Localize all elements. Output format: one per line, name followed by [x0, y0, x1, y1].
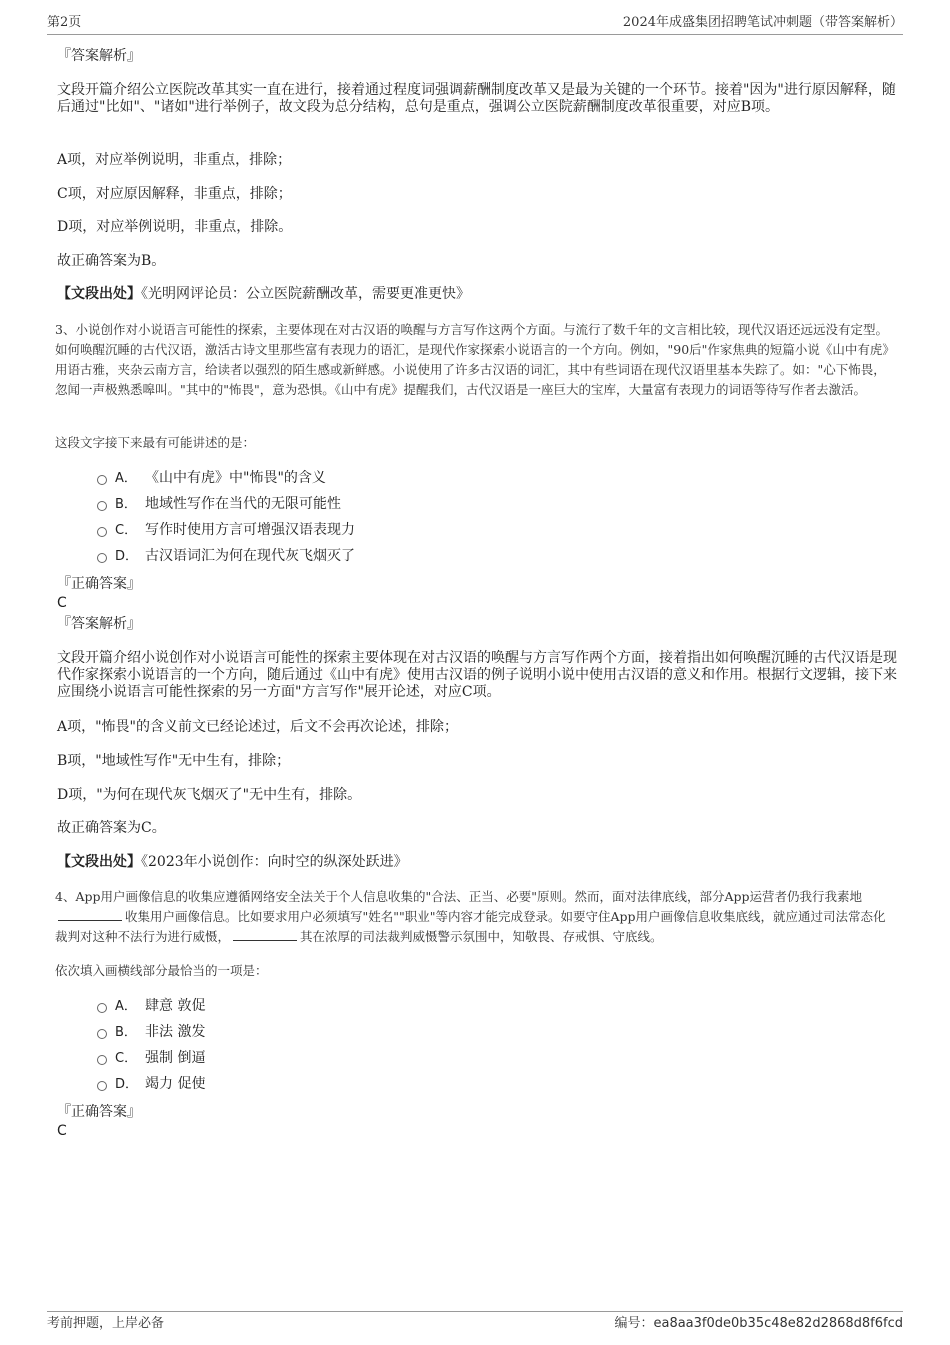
page-number: 第2页	[47, 15, 82, 30]
q3-option-d[interactable]: D． 古汉语词汇为何在现代灰飞烟灭了	[97, 546, 355, 566]
q4-option-d[interactable]: D． 竭力 促使	[97, 1074, 205, 1094]
radio-icon[interactable]	[97, 475, 107, 485]
radio-icon[interactable]	[97, 553, 107, 563]
q4-option-c[interactable]: C． 强制 倒逼	[97, 1048, 205, 1068]
q4-option-b[interactable]: B． 非法 激发	[97, 1022, 205, 1042]
radio-icon[interactable]	[97, 1029, 107, 1039]
page-header	[47, 14, 903, 35]
q2-source-text: 《光明网评论员：公立医院薪酬改革，需要更准更快》	[141, 286, 470, 302]
radio-icon[interactable]	[97, 1003, 107, 1013]
fill-blank-2	[233, 928, 297, 941]
q2-option-d-note: D项，对应举例说明，非重点，排除。	[57, 219, 293, 235]
radio-icon[interactable]	[97, 1081, 107, 1091]
q3-analysis: 文段开篇介绍小说创作对小说语言可能性的探索主要体现在对古汉语的唤醒与方言写作两个方面，接着指出如何唤醒沉睡的古代汉语是现代作家探索小说语言的一个方向，随后通过《山中有虎》使用古汉语的例子说明小说中使用古汉语的意义和作用。根据行文逻辑，接下来应围绕小说语言可能性探索的另一方面"方言写作"展开论述，对应C项。	[57, 650, 897, 700]
q4-option-a[interactable]: A． 肆意 敦促	[97, 996, 205, 1016]
q4-answer: C	[57, 1123, 67, 1139]
document-code: 编号：ea8aa3f0de0b35c48e82d2868d8f6fcd	[614, 1316, 903, 1331]
q4-answer-label: 『正确答案』	[57, 1104, 141, 1120]
q3-option-c[interactable]: C． 写作时使用方言可增强汉语表现力	[97, 520, 355, 540]
document-title: 2024年成盛集团招聘笔试冲刺题（带答案解析）	[622, 15, 903, 30]
q2-analysis: 文段开篇介绍公立医院改革其实一直在进行，接着通过程度词强调薪酬制度改革又是最为关键的一个环节。接着"因为"进行原因解释，随后通过"比如"、"诸如"进行举例子，故文段为总分结构，总句是重点，强调公立医院薪酬制度改革很重要，对应B项。	[57, 82, 896, 115]
radio-icon[interactable]	[97, 527, 107, 537]
q3-option-a[interactable]: A． 《山中有虎》中"怖畏"的含义	[97, 468, 326, 488]
q3-source-text: 《2023年小说创作：向时空的纵深处跃进》	[141, 854, 408, 870]
q2-source-label: 【文段出处】	[57, 286, 141, 302]
fill-blank-1	[58, 908, 122, 921]
q3-analysis-label: 『答案解析』	[57, 616, 141, 632]
q3-conclusion: 故正确答案为C。	[57, 820, 166, 836]
q3-answer-label: 『正确答案』	[57, 576, 141, 592]
q3-question: 这段文字接下来最有可能讲述的是：	[55, 435, 256, 450]
q3-stem: 3、小说创作对小说语言可能性的探索，主要体现在对古汉语的唤醒与方言写作这两个方面。与流行了数千年的文言相比较，现代汉语还远远没有定型。如何唤醒沉睡的古代汉语，激活古诗文里那些富有表现力的语汇，是现代作家探索小说语言的一个方向。例如，"90后"作家焦典的短篇小说《山中有虎》用语古雅，夹杂云南方言，给读者以强烈的陌生感或新鲜感。小说使用了许多古汉语的词汇，其中有些词语在现代汉语里基本失踪了。如："心下怖畏，忽闻一声极熟悉嗥叫。"其中的"怖畏"，意为恐惧。《山中有虎》提醒我们，古代汉语是一座巨大的宝库，大量富有表现力的词语等待写作者去激活。	[55, 322, 895, 397]
q3-option-a-note: A项，"怖畏"的含义前文已经论述过，后文不会再次论述，排除；	[57, 719, 458, 735]
q3-answer: C	[57, 595, 67, 611]
page-footer	[47, 1311, 903, 1334]
q2-option-a-note: A项，对应举例说明，非重点，排除；	[57, 152, 292, 168]
q2-conclusion: 故正确答案为B。	[57, 253, 166, 269]
footer-slogan: 考前押题，上岸必备	[47, 1316, 165, 1331]
q3-source-label: 【文段出处】	[57, 854, 141, 870]
radio-icon[interactable]	[97, 1055, 107, 1065]
q2-option-c-note: C项，对应原因解释，非重点，排除；	[57, 186, 292, 202]
q2-source	[57, 286, 897, 303]
q4-stem: 4、App用户画像信息的收集应遵循网络安全法关于个人信息收集的"合法、正当、必要"原则。然而，面对法律底线，部分App运营者仍我行我素地收集用户画像信息。比如要求用户必须填写"姓名""职业"等内容才能完成登录。如要守住App用户画像信息收集底线，就应通过司法常态化裁判对这种不法行为进行威慑， 其在浓厚的司法裁判威慑警示氛围中，知敬畏、存戒惧、守底线。	[55, 889, 886, 944]
q3-option-d-note: D项，"为何在现代灰飞烟灭了"无中生有，排除。	[57, 787, 362, 803]
q4-question: 依次填入画横线部分最恰当的一项是：	[55, 963, 268, 978]
q3-source	[57, 854, 897, 871]
q3-option-b[interactable]: B． 地域性写作在当代的无限可能性	[97, 494, 341, 514]
q2-analysis-label: 『答案解析』	[57, 48, 141, 64]
q3-option-b-note: B项，"地域性写作"无中生有，排除；	[57, 753, 291, 769]
radio-icon[interactable]	[97, 501, 107, 511]
